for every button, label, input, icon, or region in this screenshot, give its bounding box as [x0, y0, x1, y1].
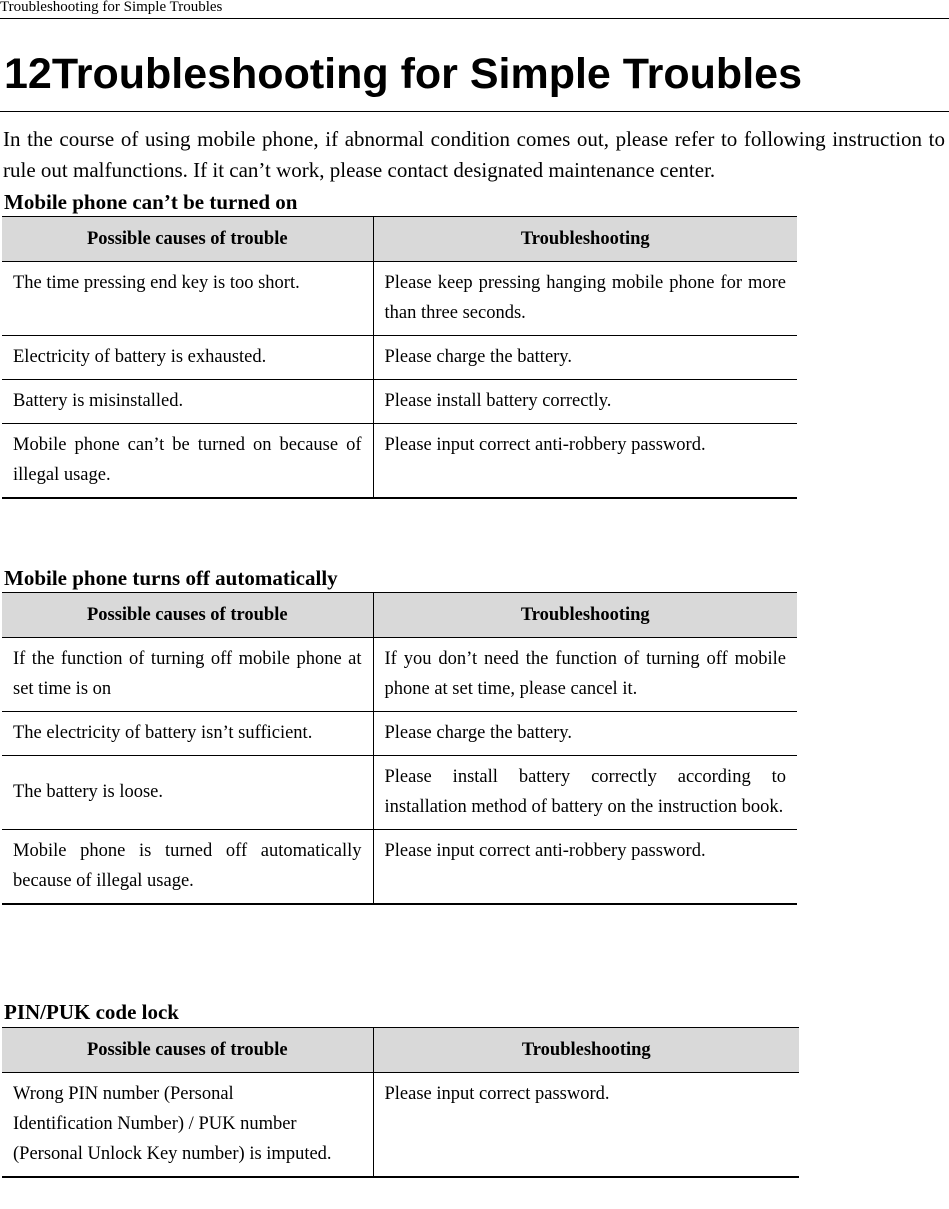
fix-cell: Please keep pressing hanging mobile phone for more than three seconds.	[373, 262, 797, 336]
fix-cell: Please input correct password.	[373, 1073, 799, 1178]
fix-cell: Please input correct anti-robbery password.	[373, 424, 797, 499]
table-pin-puk-lock	[2, 1027, 799, 1178]
cause-cell: If the function of turning off mobile phone at set time is on	[2, 638, 373, 712]
cause-cell: The time pressing end key is too short.	[2, 262, 373, 336]
table-row	[2, 712, 797, 756]
fix-cell: Please charge the battery.	[373, 336, 797, 380]
cause-cell: Electricity of battery is exhausted.	[2, 336, 373, 380]
column-header-causes: Possible causes of trouble	[2, 1028, 373, 1073]
column-header-troubleshooting: Troubleshooting	[373, 217, 797, 262]
cause-cell: Mobile phone can’t be turned on because of illegal usage.	[2, 424, 373, 499]
fix-cell: Please charge the battery.	[373, 712, 797, 756]
title-rule	[0, 111, 949, 112]
section-heading-pin-puk: PIN/PUK code lock	[4, 1000, 179, 1024]
table-row	[2, 262, 797, 336]
table-turns-off-automatically	[2, 592, 797, 905]
table-row	[2, 380, 797, 424]
fix-cell: If you don’t need the function of turning off mobile phone at set time, please cancel it.	[373, 638, 797, 712]
section-heading-turns-off: Mobile phone turns off automatically	[4, 566, 338, 590]
table-header-row	[2, 593, 797, 638]
fix-cell: Please install battery correctly.	[373, 380, 797, 424]
cause-cell: Wrong PIN number (Personal Identification Number) / PUK number (Personal Unlock Key number) is imputed.	[2, 1073, 373, 1178]
section-heading-turn-on: Mobile phone can’t be turned on	[4, 190, 298, 214]
cause-cell: The battery is loose.	[2, 756, 373, 830]
table-header-row	[2, 1028, 799, 1073]
running-header: Troubleshooting for Simple Troubles	[0, 0, 949, 19]
table-row	[2, 336, 797, 380]
cause-cell: Mobile phone is turned off automatically because of illegal usage.	[2, 830, 373, 905]
table-header-row	[2, 217, 797, 262]
table-row	[2, 1073, 799, 1178]
column-header-troubleshooting: Troubleshooting	[373, 593, 797, 638]
table-cannot-turn-on	[2, 216, 797, 499]
cause-cell: The electricity of battery isn’t sufficient.	[2, 712, 373, 756]
column-header-causes: Possible causes of trouble	[2, 217, 373, 262]
cause-cell: Battery is misinstalled.	[2, 380, 373, 424]
table-row	[2, 638, 797, 712]
table-row	[2, 756, 797, 830]
table-row	[2, 424, 797, 499]
chapter-title: 12Troubleshooting for Simple Troubles	[4, 50, 802, 98]
table-row	[2, 830, 797, 905]
fix-cell: Please install battery correctly according to installation method of battery on the instruction book.	[373, 756, 797, 830]
column-header-causes: Possible causes of trouble	[2, 593, 373, 638]
intro-paragraph: In the course of using mobile phone, if abnormal condition comes out, please refer to following instruction to rule out malfunctions. If it can’t work, please contact designated maintenance center.	[3, 127, 945, 182]
fix-cell: Please input correct anti-robbery password.	[373, 830, 797, 905]
column-header-troubleshooting: Troubleshooting	[373, 1028, 799, 1073]
